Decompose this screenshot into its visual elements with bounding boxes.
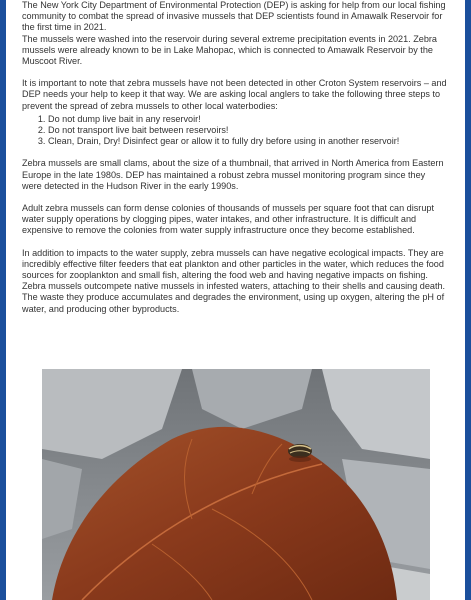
page-frame-left (0, 0, 6, 600)
photo-illustration (42, 369, 430, 600)
zebra-mussel-on-leaf-photo (42, 369, 430, 600)
intro-paragraph: The New York City Department of Environmental Protection (DEP) is asking for help from our local fishing community to combat the spread of invasive mussels that DEP scientists found in Amawalk Reservoir for the first time in 2021. (22, 0, 446, 33)
intro-paragraph-continued: The mussels were washed into the reservoir during several extreme precipitation events in 2021. Zebra mussels were already known to be in Lake Mahopac, which is connected to Amawalk Reservoir by the Muscoot River. (22, 33, 437, 67)
ecological-impacts-paragraph: In addition to impacts to the water supply, zebra mussels can have negative ecological impacts. They are incredibly effective filter feeders that eat plankton and other particles in the water, which reduces the food sources for zooplankton and small fish, altering the food web and having negative impacts on fishing. Zebra mussels outcompete native mussels in infested waters, attaching to their shells and causing death. The waste they produce accumulates and degrades the environment, using up oxygen, altering the pH of water, and producing other byproducts. (22, 247, 446, 314)
steps-list (22, 114, 447, 148)
article-body (22, 0, 447, 315)
page-frame-right (465, 0, 471, 600)
step-item: 3. Clean, Drain, Dry! Disinfect gear or allow it to fully dry before using in another reservoir! (48, 136, 447, 147)
step-item: 2. Do not transport live bait between reservoirs! (48, 125, 447, 136)
about-mussels-paragraph: Zebra mussels are small clams, about the size of a thumbnail, that arrived in North America from Eastern Europe in the late 1980s. DEP has maintained a robust zebra mussel monitoring program since they were detected in the Hudson River in the early 1990s. (22, 158, 444, 191)
croton-paragraph: It is important to note that zebra mussels have not been detected in other Croton System reservoirs – and DEP needs your help to keep it that way. We are asking local anglers to take the following three steps to prevent the spread of zebra mussels to other local waterbodies: (22, 78, 447, 111)
step-item: 1. Do not dump live bait in any reservoir! (48, 114, 447, 125)
colonies-paragraph: Adult zebra mussels can form dense colonies of thousands of mussels per square foot that can disrupt water supply operations by clogging pipes, water intakes, and other infrastructure. It is difficult and expensive to remove the colonies from water supply infrastructure once they become established. (22, 203, 434, 236)
